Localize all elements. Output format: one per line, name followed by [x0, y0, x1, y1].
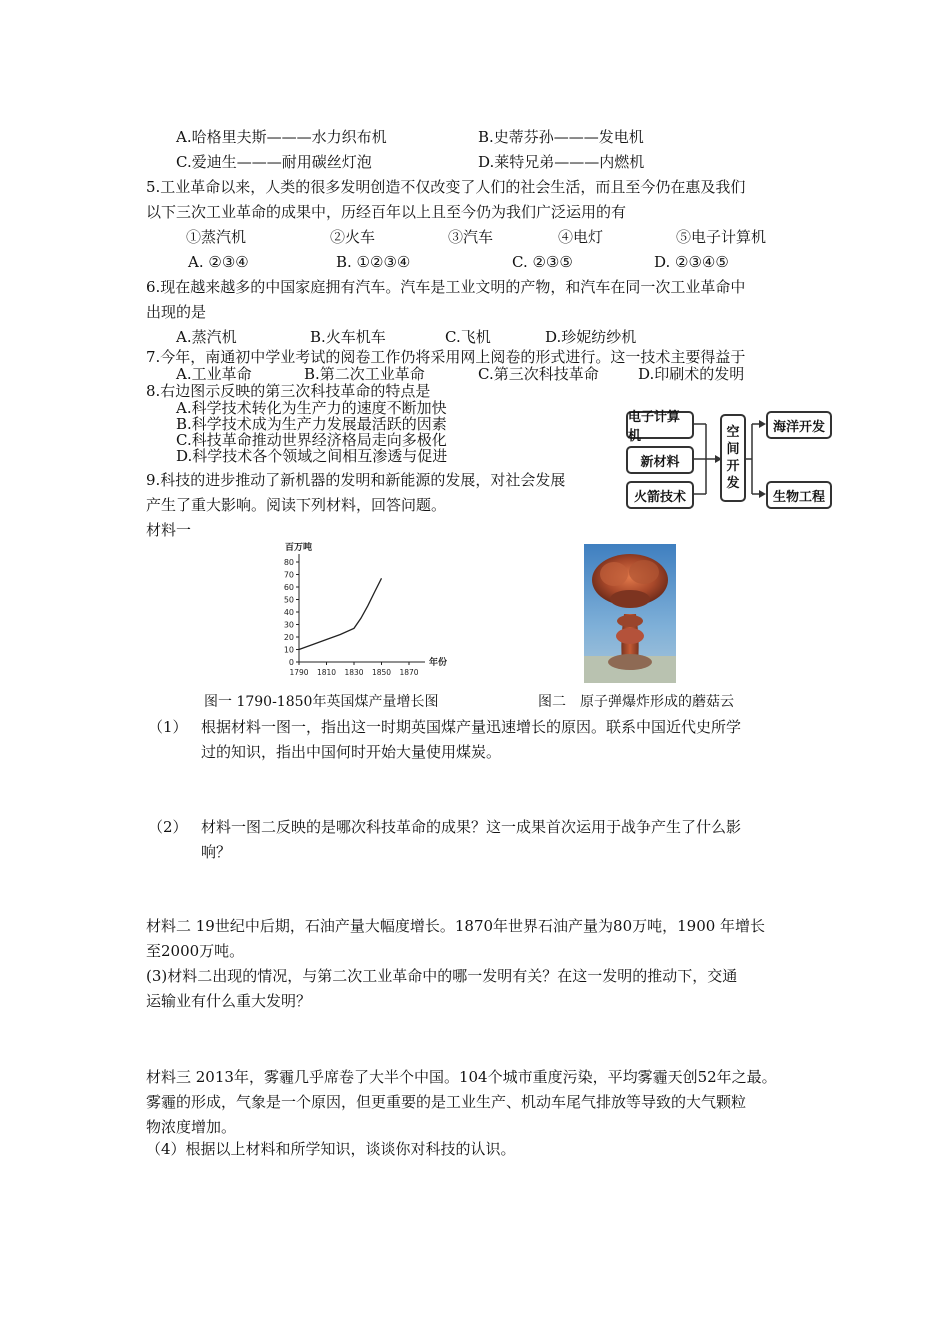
q6-stem-line2: 出现的是 — [146, 303, 207, 321]
diagram-box-bioengineering: 生物工程 — [766, 481, 832, 509]
q7-option-d: D.印刷术的发明 — [638, 365, 745, 383]
x-axis-title: 年份 — [429, 658, 448, 668]
q5-option-c: C. ②③⑤ — [512, 253, 573, 271]
sub1-number: （1） — [148, 718, 188, 736]
q4-option-a: A.哈格里夫斯———水力织布机 — [176, 128, 387, 146]
y-axis-title: 百万吨 — [285, 543, 313, 553]
q6-option-d: D.珍妮纺纱机 — [545, 328, 637, 346]
y-tick-label: 70 — [283, 570, 294, 580]
q9-stem-line1: 9.科技的进步推动了新机器的发明和新能源的发展，对社会发展 — [146, 471, 566, 489]
sub4-line1: （4）根据以上材料和所学知识，谈谈你对科技的认识。 — [146, 1140, 516, 1158]
sub2-line2: 响？ — [201, 843, 232, 861]
space-dev-char: 空 — [726, 425, 740, 440]
material3-line3: 物浓度增加。 — [146, 1118, 237, 1136]
diagram-box-space-development — [720, 414, 746, 502]
space-dev-char: 开 — [726, 459, 740, 474]
q4-option-b: B.史蒂芬孙———发电机 — [478, 128, 644, 146]
material2-line1: 材料二 19世纪中后期，石油产量大幅度增长。1870年世界石油产量为80万吨，1900 年增长 — [146, 917, 766, 935]
sub3-line1: (3)材料二出现的情况，与第二次工业革命中的哪一发明有关？在这一发明的推动下，交通 — [146, 967, 738, 985]
x-tick-label: 1790 — [289, 668, 309, 677]
q6-option-b: B.火车机车 — [310, 328, 386, 346]
q5-option-b: B. ①②③④ — [336, 253, 411, 271]
sub1-line2: 过的知识，指出中国何时开始大量使用煤炭。 — [201, 743, 502, 761]
diagram-box-rocket-tech: 火箭技术 — [626, 481, 694, 509]
q8-stem: 8.右边图示反映的第三次科技革命的特点是 — [146, 382, 431, 400]
sub3-line2: 运输业有什么重大发明？ — [146, 992, 312, 1010]
q5-option-d: D. ②③④⑤ — [654, 253, 729, 271]
q6-option-a: A.蒸汽机 — [176, 328, 237, 346]
q5-item: ③汽车 — [448, 228, 494, 246]
sub2-number: （2） — [148, 818, 188, 836]
q5-item: ②火车 — [330, 228, 376, 246]
y-tick-label: 80 — [283, 558, 294, 567]
diagram-box-ocean-development: 海洋开发 — [766, 411, 832, 439]
q9-stem-line2: 产生了重大影响。阅读下列材料，回答问题。 — [146, 496, 447, 514]
x-tick-label: 1830 — [344, 668, 364, 677]
q6-stem-line1: 6.现在越来越多的中国家庭拥有汽车。汽车是工业文明的产物，和汽车在同一次工业革命中 — [146, 278, 746, 296]
q5-stem-line2: 以下三次工业革命的成果中，历经百年以上且至今仍为我们广泛运用的有 — [146, 203, 627, 221]
space-dev-char: 间 — [726, 442, 740, 457]
material3-line1: 材料三 2013年，雾霾几乎席卷了大半个中国。104个城市重度污染，平均雾霾天创52年之最。 — [146, 1068, 777, 1086]
x-tick-label: 1810 — [316, 668, 337, 677]
fig2-caption: 图二 原子弹爆炸形成的蘑菇云 — [538, 694, 734, 710]
q5-stem-line1: 5.工业革命以来，人类的很多发明创造不仅改变了人们的社会生活，而且至今仍在惠及我们 — [146, 178, 746, 196]
y-tick-label: 50 — [283, 595, 294, 605]
y-tick-label: 40 — [283, 608, 294, 617]
q5-option-a: A. ②③④ — [188, 253, 249, 271]
q7-stem: 7.今年，南通初中学业考试的阅卷工作仍将采用网上阅卷的形式进行。这一技术主要得益于 — [146, 348, 746, 366]
q4-option-c: C.爱迪生———耐用碳丝灯泡 — [176, 153, 372, 171]
x-tick-label: 1870 — [399, 668, 419, 677]
material1-label: 材料一 — [146, 521, 192, 539]
sub2-line1: 材料一图二反映的是哪次科技革命的成果？这一成果首次运用于战争产生了什么影 — [201, 818, 742, 836]
q6-option-c: C.飞机 — [445, 328, 491, 346]
x-tick-label: 1850 — [371, 668, 392, 677]
y-tick-label: 0 — [288, 658, 294, 667]
material3-line2: 雾霾的形成，气象是一个原因，但更重要的是工业生产、机动车尾气排放等导致的大气颗粒 — [146, 1093, 747, 1111]
q7-option-a: A.工业革命 — [176, 365, 252, 383]
q7-option-c: C.第三次科技革命 — [478, 365, 599, 383]
y-tick-label: 10 — [283, 645, 294, 655]
y-tick-label: 30 — [283, 620, 294, 630]
material2-line2: 至2000万吨。 — [146, 942, 245, 960]
diagram-box-computer: 电子计算机 — [626, 411, 694, 439]
q8-option-b: B.科学技术成为生产力发展最活跃的因素 — [176, 415, 447, 433]
space-dev-char: 发 — [726, 476, 740, 491]
fig1-caption: 图一 1790-1850年英国煤产量增长图 — [204, 694, 439, 710]
q5-item: ①蒸汽机 — [186, 228, 247, 246]
q4-option-d: D.莱特兄弟———内燃机 — [478, 153, 645, 171]
y-tick-label: 60 — [283, 583, 294, 592]
q5-item: ④电灯 — [558, 228, 604, 246]
coal-production-chart — [275, 538, 455, 683]
diagram-box-new-materials: 新材料 — [626, 446, 694, 474]
q7-option-b: B.第二次工业革命 — [304, 365, 425, 383]
q8-option-c: C.科技革命推动世界经济格局走向多极化 — [176, 431, 447, 449]
q8-option-a: A.科学技术转化为生产力的速度不断加快 — [176, 399, 447, 417]
coal-production-line — [299, 578, 382, 649]
sub1-line1: 根据材料一图一，指出这一时期英国煤产量迅速增长的原因。联系中国近代史所学 — [201, 718, 742, 736]
q5-item: ⑤电子计算机 — [676, 228, 767, 246]
y-tick-label: 20 — [283, 633, 294, 642]
mushroom-cloud-image — [584, 544, 676, 683]
q8-option-d: D.科学技术各个领域之间相互渗透与促进 — [176, 447, 448, 465]
